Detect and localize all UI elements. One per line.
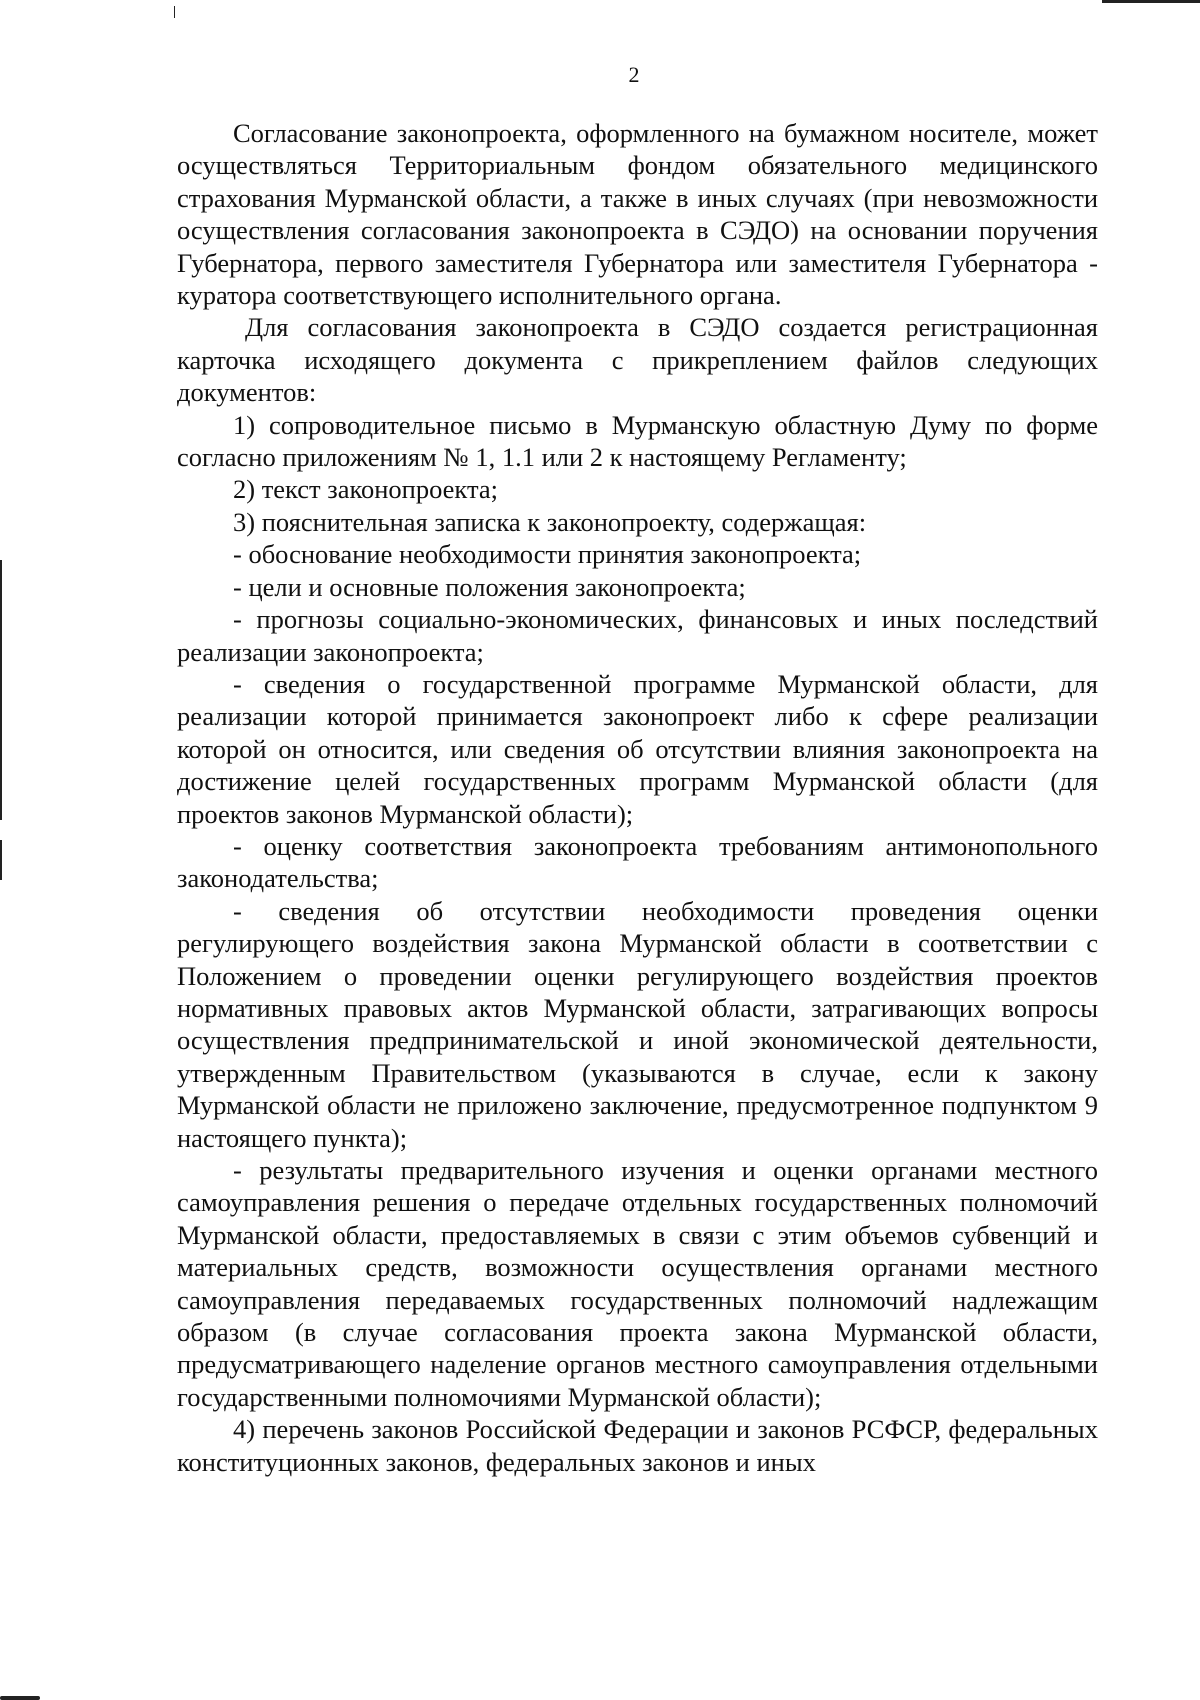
list-item-laws-list: 4) перечень законов Российской Федерации и законов РСФСР, федеральных конституционных законов, федеральных законов и иных: [177, 1414, 1098, 1477]
scan-artifact-tick: [174, 6, 175, 18]
sub-item-goals: - цели и основные положения законопроекта;: [233, 571, 746, 602]
page-number: 2: [628, 62, 640, 87]
sub-item-regulatory-impact: - сведения об отсутствии необходимости проведения оценки регулирующего воздействия закона Мурманской области в соответствии с Положением о проведении оценки регулирующего воздействия проектов нормативных правовых актов Мурманской области, затрагивающих вопросы осуществления предпринимательской и иной экономической деятельности, утвержденным Правительством (указываются в случае, если к закону Мурманской области не приложено заключение, предусмотренное подпунктом 9 настоящего пункта);: [177, 895, 1098, 1153]
sub-item-state-program: - сведения о государственной программе Мурманской области, для реализации которой принимается законопроект либо к сфере реализации которой он относится, или сведения об отсутствии влияния законопроекта на достижение целей государственных программ Мурманской области (для проектов законов Мурманской области);: [177, 668, 1098, 829]
list-item-cover-letter: 1) сопроводительное письмо в Мурманскую областную Думу по форме согласно приложениям № 1, 1.1 или 2 к настоящему Регламенту;: [177, 409, 1098, 473]
sub-item-justification: - обоснование необходимости принятия законопроекта;: [233, 539, 862, 570]
list-item-bill-text: 2) текст законопроекта;: [233, 474, 498, 505]
scan-artifact-corner: [1102, 0, 1200, 3]
sub-item-forecasts: - прогнозы социально-экономических, финансовых и иных последствий реализации законопроекта;: [177, 604, 1098, 667]
list-item-explanatory-note: 3) пояснительная записка к законопроекту, содержащая:: [233, 506, 867, 537]
scan-artifact-bottom: [0, 1696, 40, 1700]
document-body: [177, 117, 1098, 1478]
paragraph-registration-card: Для согласования законопроекта в СЭДО создается регистрационная карточка исходящего документа с прикреплением файлов следующих документов:: [177, 312, 1098, 408]
sub-item-antimonopoly: - оценку соответствия законопроекта требованиям антимонопольного законодательства;: [177, 830, 1098, 894]
sub-item-local-self-government: - результаты предварительного изучения и оценки органами местного самоуправления решения о передаче отдельных государственных полномочий Мурманской области, предоставляемых в связи с этим объемов субвенций и материальных средств, возможности осуществления органами местного самоуправления передаваемых государственных полномочий надлежащим образом (в случае согласования проекта закона Мурманской области, предусматривающего наделение органов местного самоуправления отдельными государственными полномочиями Мурманской области);: [177, 1155, 1098, 1412]
scan-artifact-margin-line: [0, 560, 2, 820]
scan-artifact-margin-line: [0, 840, 2, 880]
paragraph-approval: Согласование законопроекта, оформленного на бумажном носителе, может осуществляться Территориальным фондом обязательного медицинского страхования Мурманской области, а также в иных случаях (при невозможности осуществления согласования законопроекта в СЭДО) на основании поручения Губернатора, первого заместителя Губернатора или заместителя Губернатора - куратора соответствующего исполнительного органа.: [177, 118, 1098, 311]
